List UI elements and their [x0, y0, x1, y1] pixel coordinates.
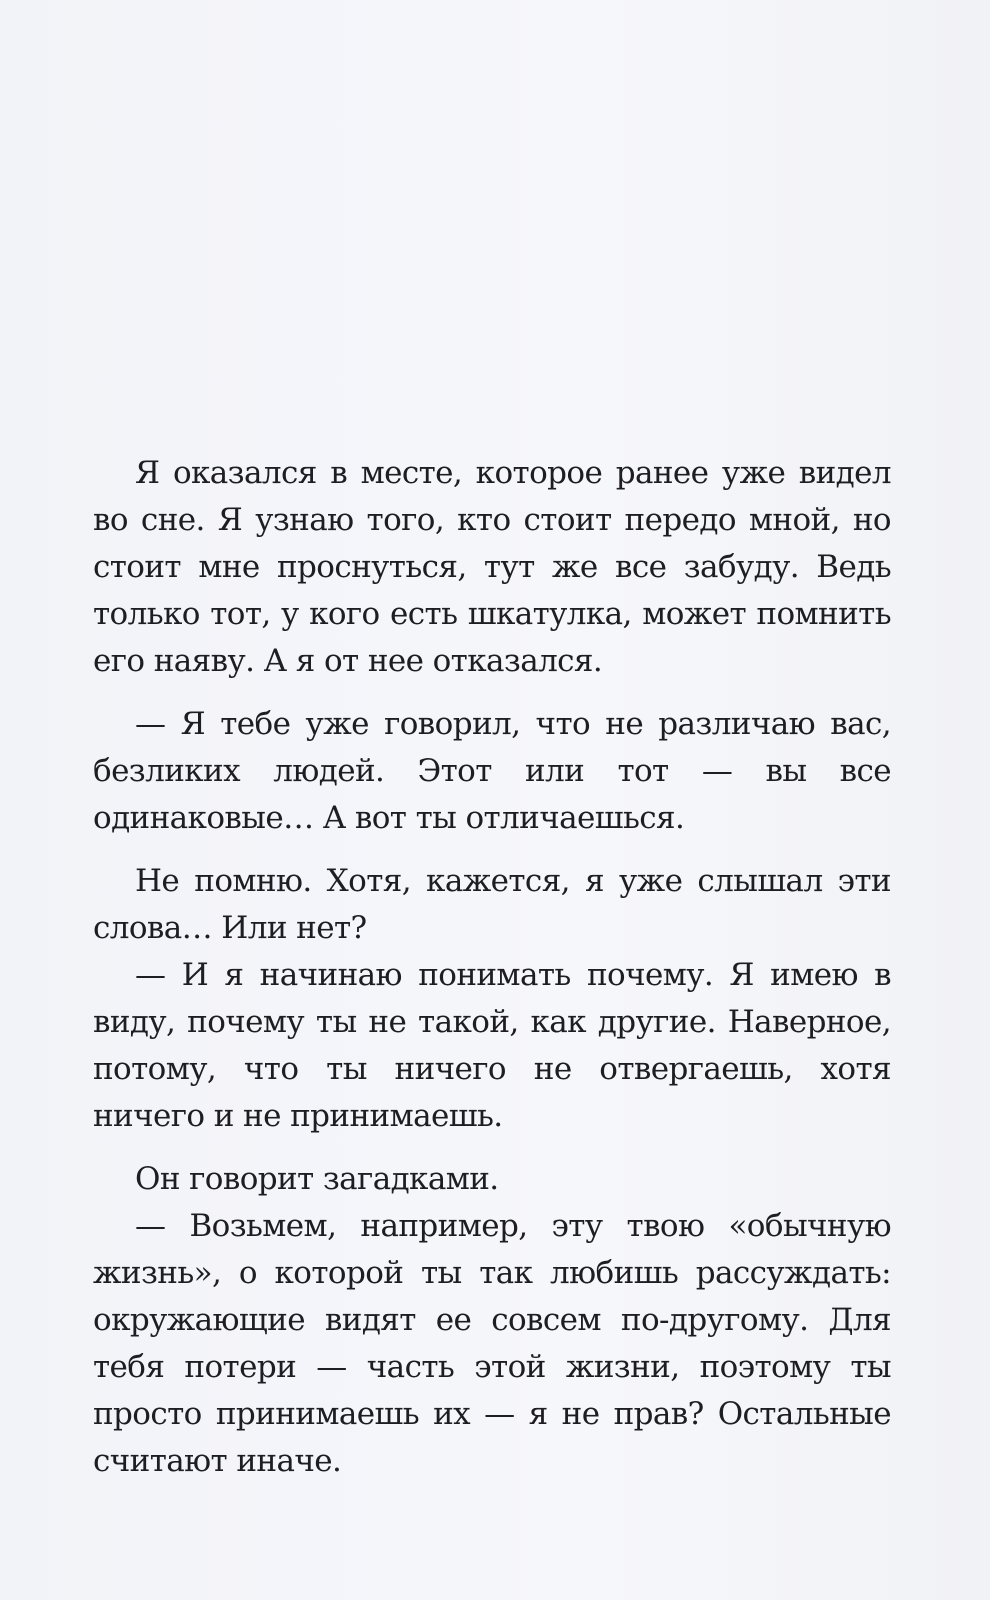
- paragraph-3: Не помню. Хотя, кажется, я уже слышал эти слова… Или нет?: [93, 863, 891, 946]
- paragraph-2: — Я тебе уже говорил, что не различаю вас, безликих людей. Этот или тот — вы все одинаковые… А вот ты отличаешься.: [93, 706, 891, 836]
- paragraph-6: — Возьмем, например, эту твою «обычную жизнь», о которой ты так любишь рассуждать: окружающие видят ее совсем по-другому. Для тебя потери — часть этой жизни, поэтому ты просто принимаешь их — я не прав? Остальные считают иначе.: [93, 1208, 891, 1479]
- paragraph-5: Он говорит загадками.: [135, 1161, 499, 1197]
- paragraph-1: Я оказался в месте, которое ранее уже видел во сне. Я узнаю того, кто стоит передо мной, но стоит мне проснуться, тут же все забуду. Ведь только тот, у кого есть шкатулка, может помнить его наяву. А я от нее отказался.: [93, 455, 891, 679]
- page-text: [93, 450, 891, 1485]
- paragraph-4: — И я начинаю понимать почему. Я имею в виду, почему ты не такой, как другие. Наверное, потому, что ты ничего не отвергаешь, хотя ничего и не принимаешь.: [93, 957, 891, 1134]
